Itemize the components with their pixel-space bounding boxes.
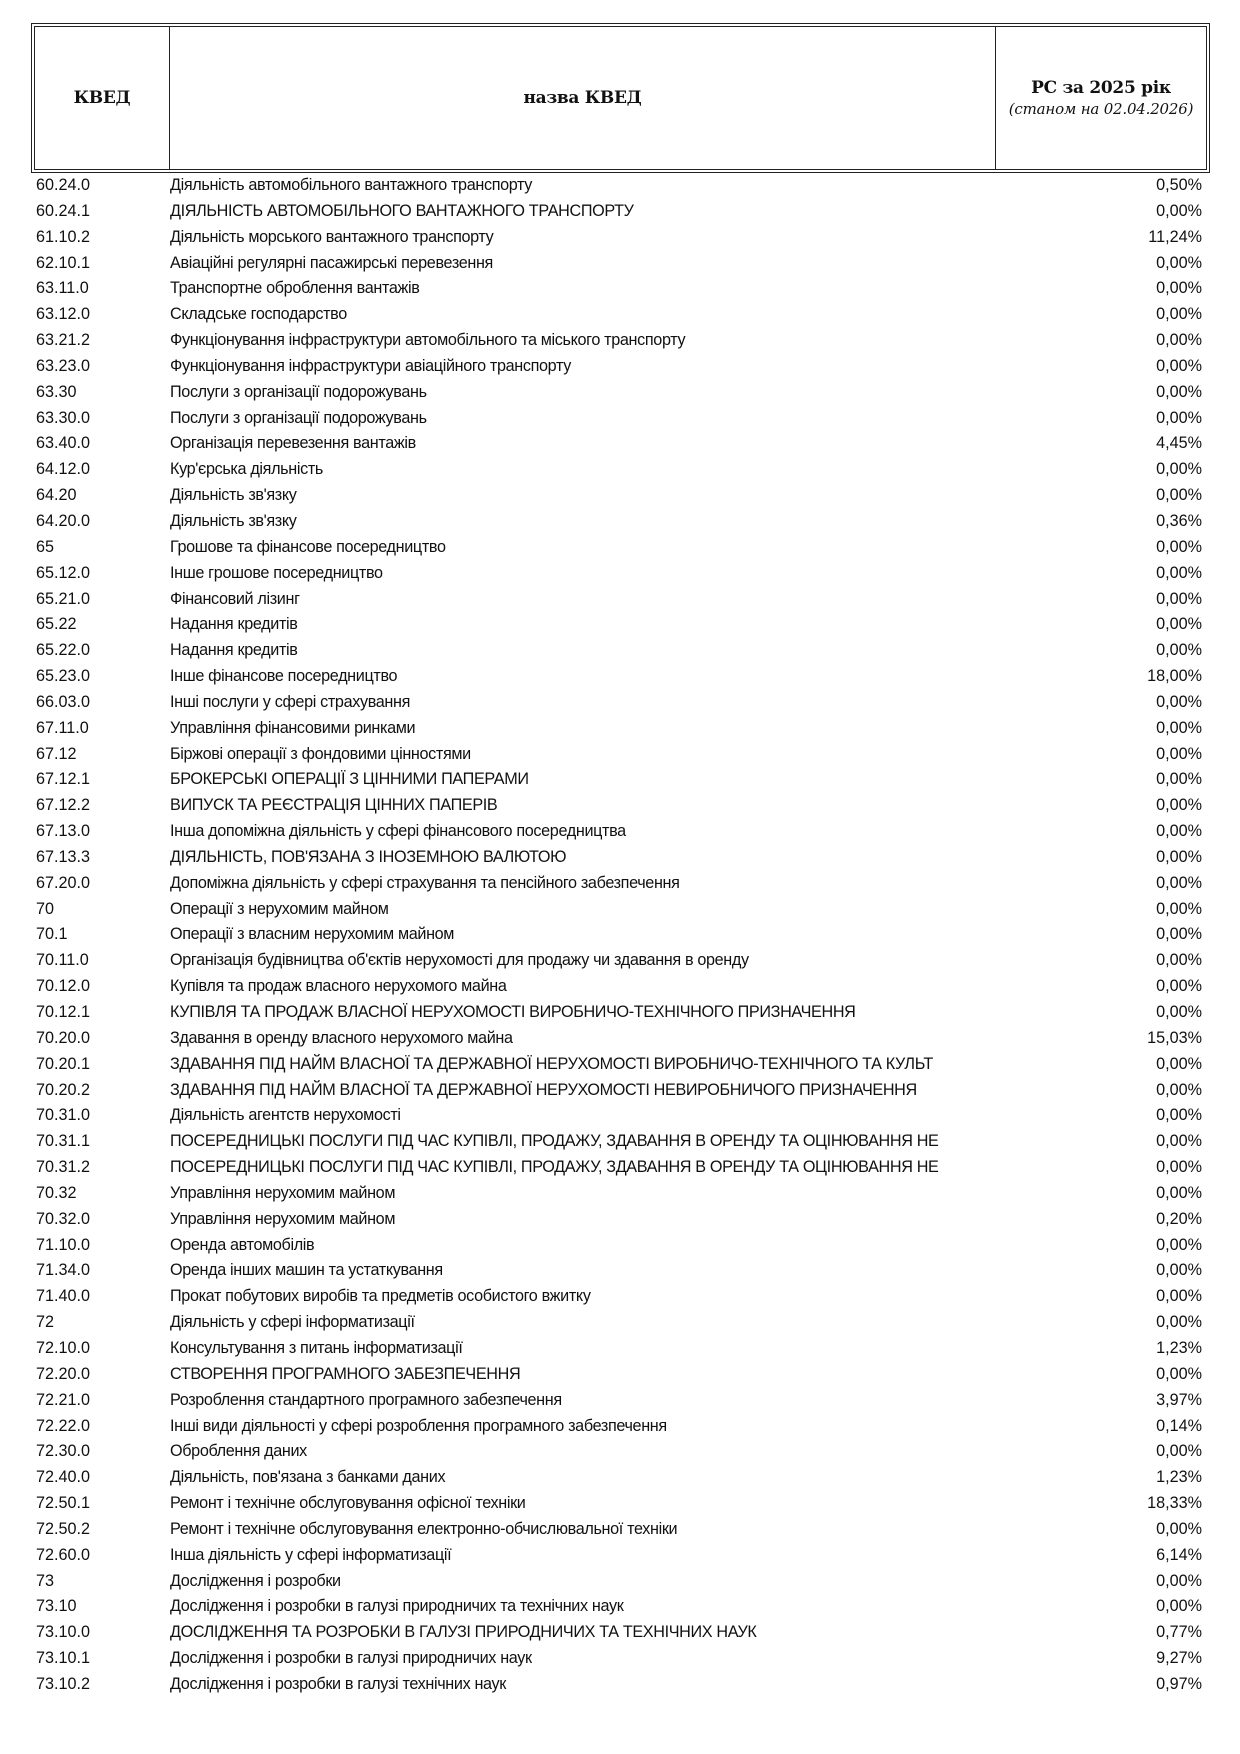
kved-code: 65.12.0 [36,563,91,582]
table-row [0,354,1240,380]
table-row [0,612,1240,638]
kved-name: Фінансовий лізинг [170,589,300,608]
kved-name: Інша діяльність у сфері інформатизації [170,1545,452,1564]
table-row [0,251,1240,277]
header-cell-code [35,27,170,169]
kved-code: 63.11.0 [36,279,89,298]
kved-name: ЗДАВАННЯ ПІД НАЙМ ВЛАСНОЇ ТА ДЕРЖАВНОЇ НЕРУХОМОСТІ ВИРОБНИЧО-ТЕХНІЧНОГО ТА КУЛЬТ [170,1054,933,1073]
kved-name: Прокат побутових виробів та предметів особистого вжитку [170,1287,591,1306]
kved-value: 0,00% [1156,537,1202,556]
kved-name: Інші види діяльності у сфері розроблення програмного забезпечення [170,1416,667,1435]
kved-code: 70.31.0 [36,1106,91,1125]
kved-code: 70.32 [36,1183,77,1202]
table-row [0,1517,1240,1543]
kved-name: КУПІВЛЯ ТА ПРОДАЖ ВЛАСНОЇ НЕРУХОМОСТІ ВИРОБНИЧО-ТЕХНІЧНОГО ПРИЗНАЧЕННЯ [170,1003,856,1021]
table-row [0,974,1240,1000]
kved-name: Функціонування інфраструктури авіаційного транспорту [170,356,571,375]
kved-name: Допоміжна діяльність у сфері страхування та пенсійного забезпечення [170,873,680,892]
kved-value: 1,23% [1156,1468,1202,1487]
table-header [31,23,1210,173]
kved-value: 0,00% [1156,873,1202,892]
table-row [0,1672,1240,1698]
kved-name: СТВОРЕННЯ ПРОГРАМНОГО ЗАБЕЗПЕЧЕННЯ [170,1364,521,1383]
kved-value: 0,00% [1156,1442,1202,1461]
kved-name: ВИПУСК ТА РЕЄСТРАЦІЯ ЦІННИХ ПАПЕРІВ [170,796,498,815]
kved-code: 60.24.1 [36,201,91,220]
kved-name: Послуги з організації подорожувань [170,382,427,401]
kved-value: 0,00% [1156,1313,1202,1332]
table-body [0,173,1240,1698]
kved-value: 0,00% [1156,796,1202,815]
kved-code: 67.11.0 [36,718,89,737]
table-row [0,1569,1240,1595]
kved-name: Авіаційні регулярні пасажирські перевезення [170,253,493,272]
table-row [0,922,1240,948]
table-row [0,1620,1240,1646]
kved-code: 71.40.0 [36,1287,91,1306]
kved-value: 0,77% [1156,1623,1202,1642]
header-cell-value [996,27,1206,169]
table-row [0,225,1240,251]
kved-name: Надання кредитів [170,615,298,634]
kved-value: 0,00% [1156,977,1202,996]
table-row [0,1155,1240,1181]
table-row [0,509,1240,535]
kved-code: 63.12.0 [36,305,91,324]
table-row [0,587,1240,613]
table-row [0,1078,1240,1104]
table-row [0,483,1240,509]
kved-code: 61.10.2 [36,227,91,246]
kved-code: 70.20.1 [36,1054,91,1073]
kved-value: 11,24% [1148,227,1202,246]
kved-code: 65.22.0 [36,641,91,660]
table-row [0,742,1240,768]
kved-code: 72.60.0 [36,1545,91,1564]
kved-name: Ремонт і технічне обслуговування електронно-обчислювальної техніки [170,1519,678,1538]
kved-value: 0,00% [1156,305,1202,324]
kved-code: 70.31.2 [36,1158,91,1177]
kved-value: 0,00% [1156,641,1202,660]
kved-code: 70.20.2 [36,1080,91,1099]
kved-code: 62.10.1 [36,253,91,272]
kved-name: Діяльність автомобільного вантажного транспорту [170,176,533,194]
table-row [0,1336,1240,1362]
kved-name: Складське господарство [170,305,347,324]
kved-name: Надання кредитів [170,641,298,660]
kved-code: 72.50.2 [36,1519,91,1538]
kved-name: Кур'єрська діяльність [170,460,323,479]
kved-code: 72.40.0 [36,1468,91,1487]
kved-name: Дослідження і розробки [170,1571,341,1590]
kved-code: 70.31.1 [36,1132,91,1151]
kved-code: 67.13.0 [36,822,91,841]
kved-value: 0,00% [1156,847,1202,866]
kved-value: 0,00% [1156,1132,1202,1151]
kved-name: Купівля та продаж власного нерухомого майна [170,977,507,996]
kved-name: Управління нерухомим майном [170,1183,396,1202]
kved-code: 64.12.0 [36,460,91,479]
kved-name: Розроблення стандартного програмного забезпечення [170,1390,562,1409]
kved-value: 9,27% [1156,1649,1202,1668]
kved-code: 64.20.0 [36,511,91,530]
kved-name: Операції з нерухомим майном [170,899,389,918]
kved-code: 72.20.0 [36,1364,91,1383]
header-code-label: КВЕД [73,88,131,108]
kved-code: 72.22.0 [36,1416,91,1435]
kved-name: Ремонт і технічне обслуговування офісної техніки [170,1494,526,1513]
table-row [0,1233,1240,1259]
kved-value: 0,00% [1156,589,1202,608]
table-row [0,328,1240,354]
kved-code: 67.13.3 [36,847,91,866]
table-row [0,948,1240,974]
kved-code: 64.20 [36,486,77,505]
kved-name: Діяльність морського вантажного транспорту [170,227,494,246]
kved-code: 72 [36,1313,55,1332]
kved-code: 71.10.0 [36,1235,91,1254]
kved-code: 65.21.0 [36,589,91,608]
kved-code: 72.21.0 [36,1390,91,1409]
kved-name: Діяльність зв'язку [170,486,297,505]
table-row [0,406,1240,432]
kved-name: Діяльність у сфері інформатизації [170,1313,415,1332]
kved-code: 70.20.0 [36,1028,91,1047]
table-row [0,767,1240,793]
kved-code: 67.12.1 [36,770,91,789]
kved-code: 63.21.2 [36,331,91,350]
kved-name: Здавання в оренду власного нерухомого майна [170,1028,513,1047]
kved-value: 0,36% [1156,511,1202,530]
kved-value: 4,45% [1156,434,1202,453]
kved-name: Інша допоміжна діяльність у сфері фінансового посередництва [170,822,626,841]
kved-name: Інше фінансове посередництво [170,667,398,686]
kved-value: 0,00% [1156,408,1202,427]
kved-value: 0,00% [1156,1287,1202,1306]
table-row [0,1362,1240,1388]
kved-value: 1,23% [1156,1338,1202,1357]
kved-code: 67.20.0 [36,873,91,892]
kved-name: Консультування з питань інформатизації [170,1338,463,1357]
kved-code: 65 [36,537,55,556]
kved-value: 0,00% [1156,253,1202,272]
kved-code: 63.40.0 [36,434,91,453]
table-row [0,793,1240,819]
table-row [0,1052,1240,1078]
kved-code: 63.30 [36,382,77,401]
kved-value: 0,00% [1156,382,1202,401]
header-cell-name [170,27,996,169]
kved-code: 67.12.2 [36,796,91,815]
kved-value: 0,00% [1156,1597,1202,1616]
kved-value: 0,00% [1156,356,1202,375]
kved-code: 70.12.1 [36,1003,91,1021]
kved-value: 3,97% [1156,1390,1202,1409]
kved-code: 66.03.0 [36,692,91,711]
kved-name: Управління фінансовими ринками [170,718,416,737]
kved-value: 0,20% [1156,1209,1202,1228]
table-row [0,1258,1240,1284]
table-row [0,173,1240,199]
table-row [0,1414,1240,1440]
kved-value: 0,00% [1156,692,1202,711]
table-row [0,716,1240,742]
kved-value: 0,97% [1156,1674,1202,1693]
kved-value: 0,00% [1156,1261,1202,1280]
kved-name: Інше грошове посередництво [170,563,383,582]
kved-name: Операції з власним нерухомим майном [170,925,455,944]
table-row [0,1181,1240,1207]
kved-code: 73.10.1 [36,1649,91,1668]
kved-value: 0,00% [1156,744,1202,763]
kved-value: 0,00% [1156,486,1202,505]
table-row [0,1026,1240,1052]
kved-value: 6,14% [1156,1545,1202,1564]
table-row [0,1646,1240,1672]
kved-name: Управління нерухомим майном [170,1209,396,1228]
table-row [0,1284,1240,1310]
kved-code: 73.10 [36,1597,77,1616]
kved-name: Діяльність агентств нерухомості [170,1106,401,1125]
kved-name: Дослідження і розробки в галузі природничих та технічних наук [170,1597,624,1616]
kved-value: 0,00% [1156,1235,1202,1254]
kved-name: Дослідження і розробки в галузі природничих наук [170,1649,532,1668]
kved-name: ПОСЕРЕДНИЦЬКІ ПОСЛУГИ ПІД ЧАС КУПІВЛІ, ПРОДАЖУ, ЗДАВАННЯ В ОРЕНДУ ТА ОЦІНЮВАННЯ НЕ [170,1158,939,1177]
kved-value: 0,00% [1156,718,1202,737]
kved-value: 0,00% [1156,1519,1202,1538]
kved-value: 0,00% [1156,1080,1202,1099]
table-row [0,1491,1240,1517]
table-row [0,1103,1240,1129]
kved-value: 0,14% [1156,1416,1202,1435]
table-row [0,457,1240,483]
kved-code: 70.1 [36,925,68,944]
table-row [0,1594,1240,1620]
kved-code: 63.30.0 [36,408,91,427]
kved-value: 0,00% [1156,1571,1202,1590]
kved-value: 0,00% [1156,563,1202,582]
kved-code: 72.50.1 [36,1494,91,1513]
table-row [0,1207,1240,1233]
kved-name: Дослідження і розробки в галузі технічних наук [170,1674,506,1693]
kved-name: Оброблення даних [170,1442,307,1461]
kved-value: 0,00% [1156,1158,1202,1177]
table-row [0,638,1240,664]
kved-name: Грошове та фінансове посередництво [170,537,446,556]
table-row [0,302,1240,328]
kved-name: Оренда інших машин та устаткування [170,1261,443,1280]
kved-name: Інші послуги у сфері страхування [170,692,411,711]
kved-code: 73.10.2 [36,1674,91,1693]
kved-value: 0,00% [1156,925,1202,944]
kved-name: ДІЯЛЬНІСТЬ АВТОМОБІЛЬНОГО ВАНТАЖНОГО ТРАНСПОРТУ [170,201,634,220]
kved-value: 0,00% [1156,460,1202,479]
kved-name: ПОСЕРЕДНИЦЬКІ ПОСЛУГИ ПІД ЧАС КУПІВЛІ, ПРОДАЖУ, ЗДАВАННЯ В ОРЕНДУ ТА ОЦІНЮВАННЯ НЕ [170,1132,939,1151]
table-row [0,897,1240,923]
kved-code: 73.10.0 [36,1623,91,1642]
table-row [0,819,1240,845]
kved-code: 60.24.0 [36,176,91,194]
kved-value: 0,00% [1156,615,1202,634]
kved-code: 73 [36,1571,55,1590]
kved-code: 72.10.0 [36,1338,91,1357]
kved-value: 18,00% [1147,667,1202,686]
kved-value: 0,00% [1156,1106,1202,1125]
kved-value: 0,00% [1156,951,1202,970]
table-row [0,276,1240,302]
table-row [0,1129,1240,1155]
table-row [0,1310,1240,1336]
kved-code: 67.12 [36,744,77,763]
table-row [0,871,1240,897]
kved-value: 0,00% [1156,1003,1202,1021]
kved-value: 0,00% [1156,201,1202,220]
kved-code: 72.30.0 [36,1442,91,1461]
kved-name: Діяльність зв'язку [170,511,297,530]
kved-name: Організація будівництва об'єктів нерухомості для продажу чи здавання в оренду [170,951,749,970]
header-value-title: РС за 2025 рік [1031,78,1171,98]
kved-code: 70.11.0 [36,951,89,970]
table-row [0,845,1240,871]
table-row [0,1543,1240,1569]
kved-value: 0,00% [1156,770,1202,789]
kved-name: Діяльність, пов'язана з банками даних [170,1468,446,1487]
table-row [0,431,1240,457]
kved-value: 0,00% [1156,1183,1202,1202]
table-row [0,561,1240,587]
kved-value: 0,00% [1156,899,1202,918]
kved-name: Організація перевезення вантажів [170,434,416,453]
kved-code: 65.22 [36,615,77,634]
kved-name: БРОКЕРСЬКІ ОПЕРАЦІЇ З ЦІННИМИ ПАПЕРАМИ [170,770,529,789]
table-row [0,1465,1240,1491]
kved-value: 0,00% [1156,1364,1202,1383]
table-row [0,664,1240,690]
kved-value: 15,03% [1147,1028,1202,1047]
table-row [0,690,1240,716]
kved-name: Транспортне оброблення вантажів [170,279,420,298]
kved-value: 0,00% [1156,331,1202,350]
table-row [0,535,1240,561]
table-row [0,199,1240,225]
table-row [0,1000,1240,1026]
table-row [0,1388,1240,1414]
kved-name: Послуги з організації подорожувань [170,408,427,427]
kved-value: 0,00% [1156,279,1202,298]
kved-code: 70 [36,899,55,918]
kved-value: 0,00% [1156,822,1202,841]
kved-value: 0,00% [1156,1054,1202,1073]
kved-name: ДІЯЛЬНІСТЬ, ПОВ'ЯЗАНА З ІНОЗЕМНОЮ ВАЛЮТОЮ [170,847,567,866]
table-row [0,380,1240,406]
kved-value: 0,50% [1156,176,1202,194]
header-value-subtitle: (станом на 02.04.2026) [1008,100,1194,118]
kved-code: 71.34.0 [36,1261,91,1280]
kved-name: Функціонування інфраструктури автомобільного та міського транспорту [170,331,686,350]
kved-code: 70.32.0 [36,1209,91,1228]
header-name-label: назва КВЕД [523,88,642,108]
kved-code: 65.23.0 [36,667,91,686]
kved-name: Біржові операції з фондовими цінностями [170,744,471,763]
kved-code: 70.12.0 [36,977,91,996]
kved-name: Оренда автомобілів [170,1235,315,1254]
table-row [0,1439,1240,1465]
kved-value: 18,33% [1147,1494,1202,1513]
kved-name: ЗДАВАННЯ ПІД НАЙМ ВЛАСНОЇ ТА ДЕРЖАВНОЇ НЕРУХОМОСТІ НЕВИРОБНИЧОГО ПРИЗНАЧЕННЯ [170,1080,917,1099]
kved-code: 63.23.0 [36,356,91,375]
kved-name: ДОСЛІДЖЕННЯ ТА РОЗРОБКИ В ГАЛУЗІ ПРИРОДНИЧИХ ТА ТЕХНІЧНИХ НАУК [170,1623,757,1642]
